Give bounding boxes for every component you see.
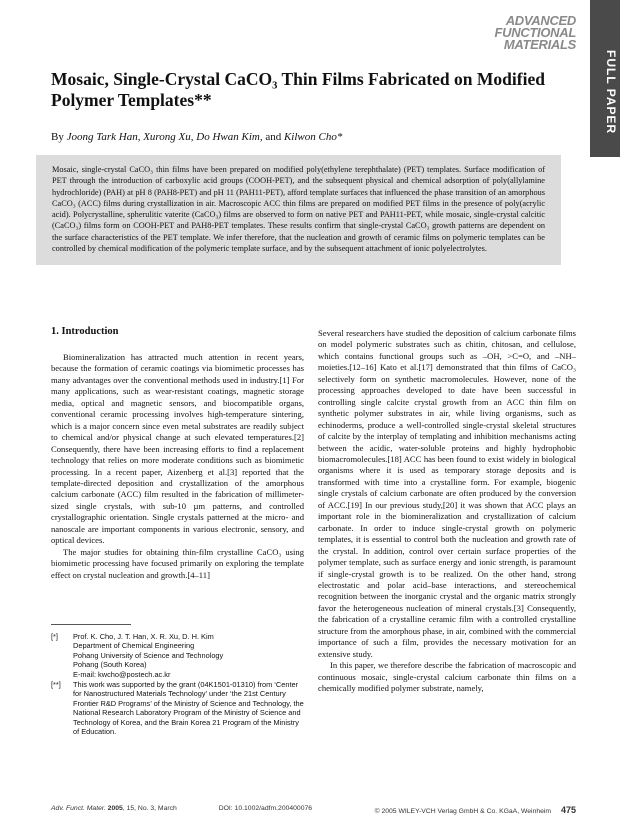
logo-line-1: ADVANCED <box>505 13 576 28</box>
author-line <box>51 131 342 143</box>
left-paragraph-1: Biomineralization has attracted much attention in recent years, because the formation of ceramic coatings via biomimetic processes has many advantages over the conventional methods used in industry.[1] For many applications, such as wear-resistant coatings, magnetic storage media, optical and magnetic sensors, and biocompatible organs, conventional ceramic processing involves high-temperature sintering, which is a major concern since even metal substrates are readily subject to chemical and/or physical change at such elevated temperatures.[2] Consequently, there have been increasing efforts to find a replacement technology that relies on more moderate conditions such as biomimetic processing. In a recent paper, Aizenberg et al.[3] reported that the template-directed deposition and crystallization of the amorphous calcium carbonate (ACC) film resulted in the fabrication of millimeter-sized single crystals, with sub-10 µm patterns, and controlled crystallographic orientation. Single crystals patterned at the micro- and nanoscale are important components in various electronic, sensory, and optical devices. <box>51 352 304 546</box>
footer-right <box>375 805 576 815</box>
footer-journal: Adv. Funct. Mater. <box>51 805 106 812</box>
authors-prefix: By <box>51 131 67 143</box>
footer-doi: DOI: 10.1002/adfm.200400076 <box>218 805 313 812</box>
footnote-mark: [**] <box>51 680 61 690</box>
footer-copyright: © 2005 WILEY-VCH Verlag GmbH & Co. KGaA, Weinheim <box>374 808 552 815</box>
logo-line-2: FUNCTIONAL <box>494 25 576 40</box>
footer-year: 2005 <box>107 805 123 812</box>
footnote-text: This work was supported by the grant (04K1501-01310) from ‘Center for Nanostructured Materials Technology’ under ‘the 21st Century Frontier R&D Programs’ of the Ministry of Science and Technology, the National Research Laboratory Program of the Ministry of Science and Technology of Korea, and the Brain Korea 21 Program of the Ministry of Education. <box>73 680 304 737</box>
footnotes <box>51 632 304 737</box>
footnote-acknowledgment <box>51 680 304 736</box>
section-heading: 1. Introduction <box>51 326 119 337</box>
footnote-divider <box>51 624 131 625</box>
footnote-text: Prof. K. Cho, J. T. Han, X. R. Xu, D. H. Kim Department of Chemical Engineering Pohang University of Science and Technology Pohang (South Korea) E-mail: kwcho@postech.ac.kr <box>73 632 224 679</box>
abstract-box <box>36 155 561 265</box>
article-title: Mosaic, Single-Crystal CaCO₃ Thin Films Fabricated on Modified Polymer Templates** <box>51 69 545 110</box>
authors-and: and <box>262 131 284 143</box>
left-paragraph-2: The major studies for obtaining thin-film crystalline CaCO₃ using biomimetic processing have focused primarily on exploring the template effect on crystal nucleation and growth.[4–11] <box>51 546 304 580</box>
footnote-mark: [*] <box>51 632 58 641</box>
page-number: 475 <box>560 805 576 815</box>
footer-issue: , 15, No. 3, March <box>122 805 177 812</box>
section-tab <box>590 0 620 157</box>
journal-logo <box>470 15 576 51</box>
section-tab-label: FULL PAPER <box>604 50 618 135</box>
authors-last: Kilwon Cho* <box>283 131 343 143</box>
right-paragraph-2: In this paper, we therefore describe the fabrication of macroscopic and continuous mosaic, single-crystal calcium carbonate thin films on a chemically modified polymer substrate, namely, <box>318 660 576 694</box>
abstract-text: Mosaic, single-crystal CaCO₃ thin films have been prepared on modified poly(ethylene terephthalate) (PET) templates. Surface modification of PET through the introduction of carboxylic acid groups (COOH-PET), and the subsequent physical and chemical adsorption of poly(allylamine hydrochloride) (PAH) at pH 8 (PAH8-PET) and pH 11 (PAH11-PET), afford template surfaces that influenced the phase transition of an amorphous CaCO₃ (ACC) films during crystallization in air. Macroscopic ACC thin films are prepared on modified PET films in the presence of poly(acrylic acid). Polycrystalline, spherulitic vaterite (CaCO₃) films are observed to form on native PET and PAH11-PET, while mosaic, single-crystal calcitic (CaCO₃) films form on COOH-PET and PAH8-PET templates. These results confirm that single-crystal CaCO₃ growth patterns are dependent on the surface characteristics of the PET template. We infer therefore, that the nucleation and growth of ceramic films on polymeric templates can be controlled by chemical modification of the polymeric template surface, and by the subsequent attachment of ionic polyelectrolytes. <box>52 165 545 254</box>
page-footer <box>51 805 576 815</box>
right-column <box>318 328 576 695</box>
footnote-affiliation <box>51 632 304 679</box>
left-column <box>51 352 304 581</box>
right-paragraph-1: Several researchers have studied the deposition of calcium carbonate films on model polymeric substrates such as chitin, chitosan, and cellulose, which contains functional groups such as –OH, >C=O, and –NH– moieties.[12–16] Kato et al.[17] demonstrated that thin films of CaCO₃ selectively form on synthetic macromolecules. However, none of the processing approaches developed to date have been successful in controlling single calcite crystal growth from an ACC thin film on synthetic polymer substrates in air, while living organisms, such as echinoderms, produce a well-controlled single-crystal skeletal structures of calcite by the interplay of templating and inhibition mechanisms acting between the acidic, water-soluble proteins and highly hydrophobic biomacromolecules.[18] ACC has been found to exist widely in biological organisms where it is used as temporary storage deposits and is transformed with time into a crystalline form. For example, biogenic single crystals of calcium carbonate are often produced by the conversion of ACC.[19] In our previous study,[20] it was shown that ACC plays an important role in the biomineralization and crystallization of calcium carbonate. In order to induce single-crystal growth on polymeric templates, it is essential to control both the nucleation and growth rate of the crystal. In addition, control over certain surface properties of the polymer template, such as surface energy and ionic strength, is paramount if single-crystal growth is to be realized. On the other hand, strong electrostatic and polar acid–base interactions, and stereochemical recognition between the inorganic crystal and the organic matrix strongly favor the heterogeneous nucleation of mineral crystals.[3] Consequently, the fabrication of a crystalline ceramic film with a controlled crystalline structure from the amorphous phase, in air, combined with the commercial importance of such a film, provides the necessary motivation for an extensive study. <box>318 328 576 659</box>
logo-line-3: MATERIALS <box>503 37 576 52</box>
authors-names: Joong Tark Han, Xurong Xu, Do Hwan Kim, <box>66 131 263 143</box>
